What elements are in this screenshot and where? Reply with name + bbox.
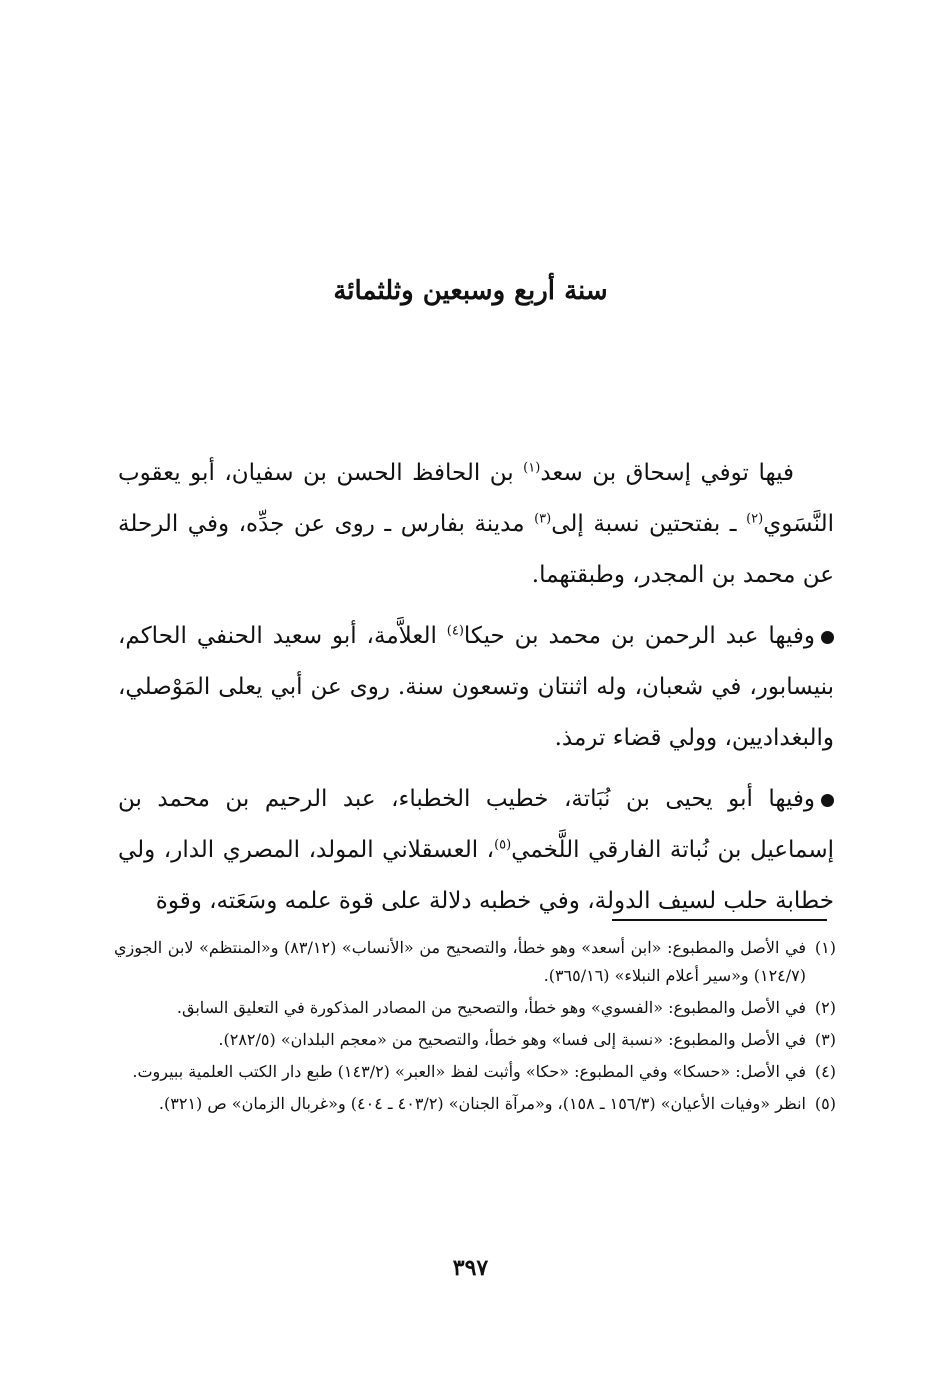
- text-run: ـ بفتحتين نسبة إلى: [551, 511, 747, 537]
- footnote-text: في الأصل والمطبوع: «ابن أسعد» وهو خطأ، والتصحيح من «الأنساب» (٨٣/١٢) و«المنتظم» لابن الجوزي (١٢٤/٧) و«سير أعلام النبلاء» (٣٦٥/١٦).: [114, 938, 806, 985]
- paragraph-2: [118, 611, 834, 764]
- footnote-4: [114, 1058, 836, 1086]
- footnote-number: (٢): [814, 998, 836, 1017]
- footnotes: [114, 934, 836, 1122]
- text-run: وفيها أبو يحيى بن نُبَاتة، خطيب الخطباء، عبد الرحيم بن محمد بن إسماعيل بن نُباتة الفارقي اللَّخمي: [118, 786, 834, 863]
- footnote-text: في الأصل والمطبوع: «نسبة إلى فسا» وهو خطأ، والتصحيح من «معجم البلدان» (٢٨٢/٥).: [218, 1030, 806, 1049]
- footnote-text: انظر «وفيات الأعيان» (١٥٦/٣ ـ ١٥٨)، و«مرآة الجنان» (٤٠٣/٢ ـ ٤٠٤) و«غربال الزمان» ص (٣٢١).: [158, 1094, 806, 1113]
- footnote-ref-5[interactable]: (٥): [494, 837, 512, 853]
- footnote-separator: [612, 919, 827, 921]
- footnote-ref-4[interactable]: (٤): [446, 623, 464, 639]
- chapter-title: سنة أربع وسبعين وثلثمائة: [333, 276, 608, 306]
- main-text: [118, 448, 834, 937]
- footnote-1: [114, 934, 836, 990]
- text-run: مدينة بفارس ـ روى عن جدِّه، وفي الرحلة عن محمد بن المجدر، وطبقتهما.: [118, 511, 834, 588]
- footnote-ref-2[interactable]: (٢): [746, 511, 764, 527]
- footnote-2: [114, 994, 836, 1022]
- text-run: فيها توفي إسحاق بن سعد: [540, 460, 795, 486]
- text-run: العلاَّمة، أبو سعيد الحنفي الحاكم، بنيسابور، في شعبان، وله اثنتان وتسعون سنة. روى عن أبي يعلى المَوْصلي، والبغداديين، وولي قضاء ترمذ.: [118, 623, 834, 751]
- footnote-text: في الأصل: «حسكا» وفي المطبوع: «حكا» وأثبت لفظ «العبر» (١٤٣/٢) طبع دار الكتب العلمية ببيروت.: [132, 1062, 806, 1081]
- footnote-text: في الأصل والمطبوع: «الفسوي» وهو خطأ، والتصحيح من المصادر المذكورة في التعليق السابق.: [176, 998, 806, 1017]
- footnote-ref-3[interactable]: (٣): [534, 511, 552, 527]
- text-run: بن الحافظ الحسن بن سفيان، أبو يعقوب النَّسَوي: [118, 460, 834, 537]
- page-number: ٣٩٧: [452, 1255, 489, 1281]
- paragraph-1: [118, 448, 834, 601]
- paragraph-3: [118, 774, 834, 927]
- footnote-number: (٣): [814, 1030, 836, 1049]
- footnote-number: (٥): [814, 1094, 836, 1113]
- footnote-number: (١): [814, 938, 836, 957]
- bullet-icon: [821, 631, 834, 644]
- footnote-3: [114, 1026, 836, 1054]
- footnote-5: [114, 1090, 836, 1118]
- bullet-icon: [821, 794, 834, 807]
- text-run: ، العسقلاني المولد، المصري الدار، ولي خطابة حلب لسيف الدولة، وفي خطبه دلالة على قوة علمه وسَعَته، وقوة: [118, 837, 834, 914]
- text-run: وفيها عبد الرحمن بن محمد بن حيكا: [463, 623, 815, 649]
- footnote-ref-1[interactable]: (١): [523, 460, 541, 476]
- footnote-number: (٤): [814, 1062, 836, 1081]
